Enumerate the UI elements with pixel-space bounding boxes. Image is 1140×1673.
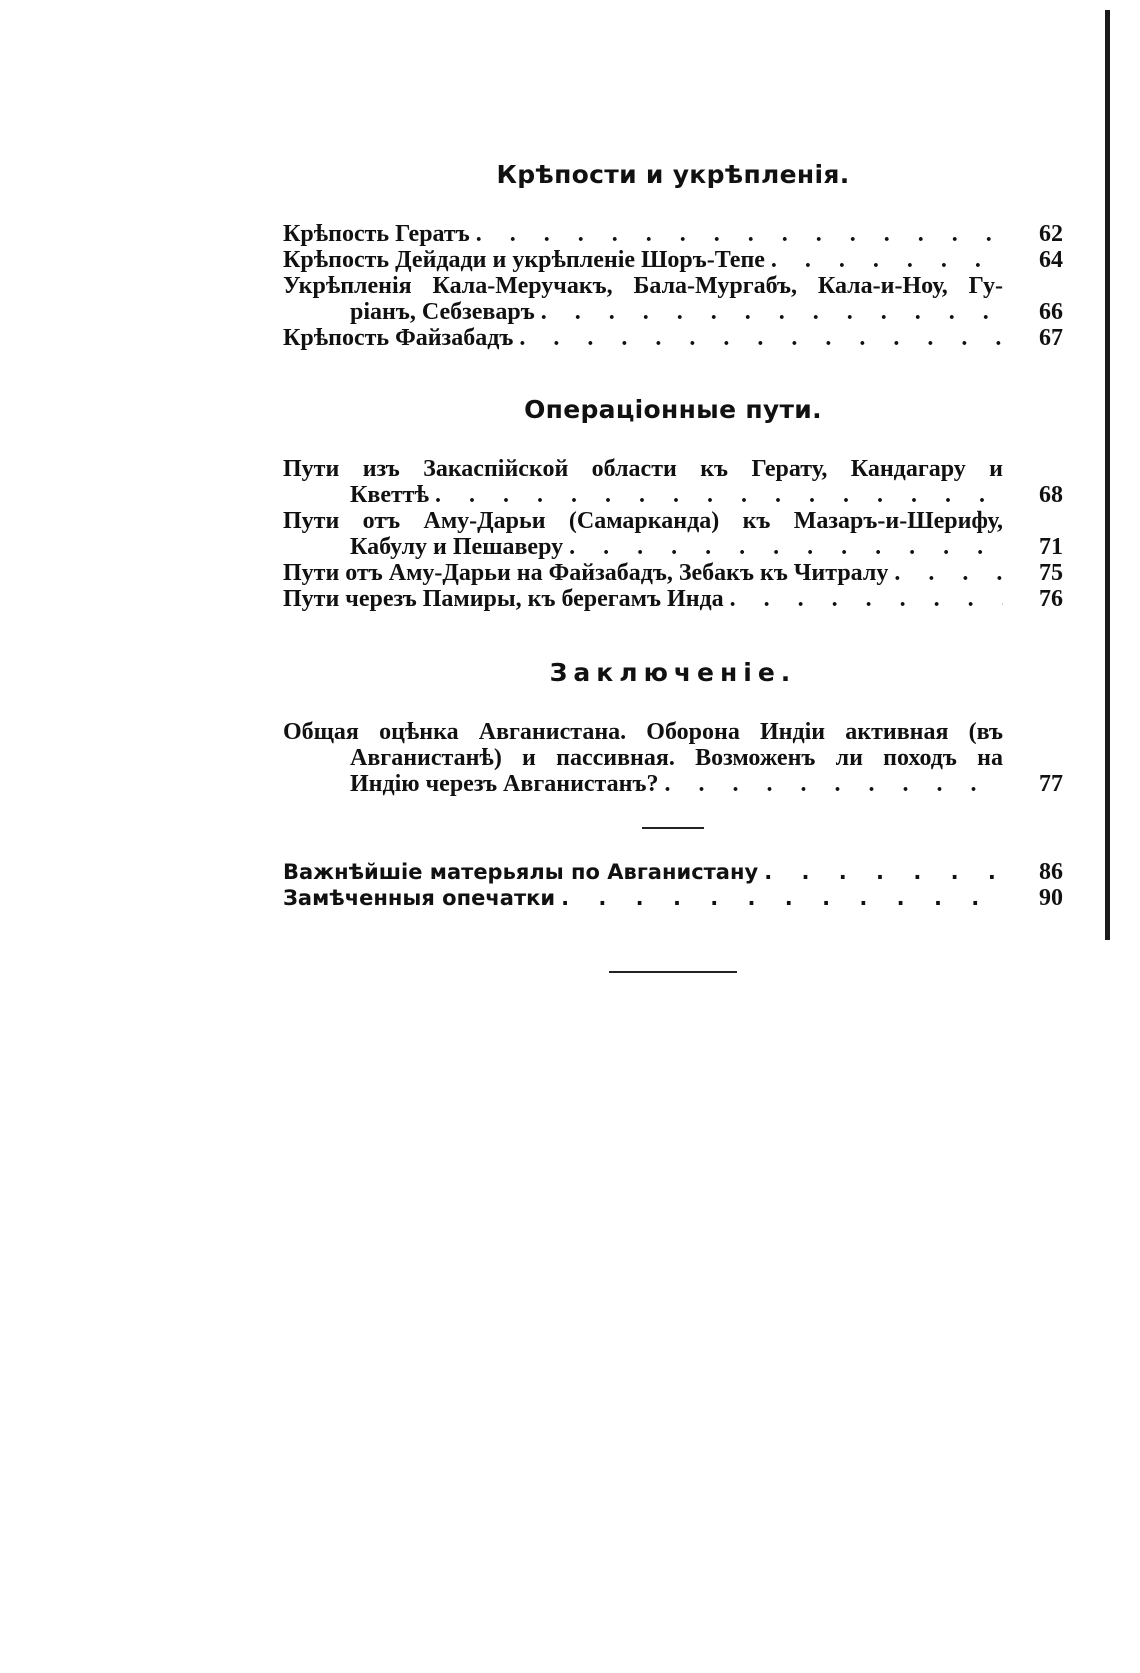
dot-leader	[894, 560, 1003, 586]
page-number: 90	[1039, 885, 1063, 911]
entry-title: Крѣпость Гератъ	[283, 221, 470, 247]
entry-title: Важнѣйшіе матерьялы по Авганистану	[283, 860, 759, 884]
toc-entry[interactable]	[283, 586, 1063, 612]
entry-title: Замѣченныя опечатки	[283, 886, 556, 910]
toc-entry[interactable]	[283, 456, 1063, 508]
page-edge	[1105, 10, 1110, 940]
entry-title-line: Пути изъ Закаспійской области къ Герату, Кандагару и	[283, 456, 1003, 482]
entry-title-line: Общая оцѣнка Авганистана. Оборона Индіи активная (въ	[283, 719, 1003, 745]
entry-title: Крѣпость Дейдади и укрѣпленіе Шоръ-Тепе	[283, 247, 765, 273]
page-number: 86	[1039, 859, 1063, 885]
section-divider	[642, 827, 704, 829]
dot-leader	[476, 221, 1003, 247]
entry-title-line: Авганистанѣ) и пассивная. Возможенъ ли походъ на	[350, 745, 1003, 771]
dot-leader	[730, 586, 1003, 612]
dot-leader	[764, 859, 1003, 885]
toc-section	[283, 160, 1063, 351]
entry-title: Крѣпость Файзабадъ	[283, 325, 514, 351]
toc-entry[interactable]	[283, 325, 1063, 351]
toc-entry[interactable]	[283, 719, 1063, 797]
toc-entry[interactable]	[283, 885, 1063, 911]
toc-section	[283, 395, 1063, 612]
section-heading: Заключеніе.	[549, 658, 797, 687]
entry-title: Пути черезъ Памиры, къ берегамъ Инда	[283, 586, 724, 612]
toc-entry[interactable]	[283, 273, 1063, 325]
dot-leader	[561, 885, 1003, 911]
toc-section	[283, 658, 1063, 797]
toc-entry[interactable]	[283, 221, 1063, 247]
toc-entry[interactable]	[283, 560, 1063, 586]
toc-entry[interactable]	[283, 247, 1063, 273]
entry-title-line: Кабулу и Пешаверу	[350, 534, 564, 560]
dot-leader	[541, 299, 1003, 325]
page-number: 62	[1039, 221, 1063, 247]
dot-leader	[664, 771, 1003, 797]
entry-title-line: ріанъ, Себзеваръ	[350, 299, 535, 325]
dot-leader	[519, 325, 1003, 351]
end-divider	[609, 971, 737, 973]
entry-title-line: Укрѣпленія Кала-Меручакъ, Бала-Мургабъ, Кала-и-Ноу, Гу-	[283, 273, 1003, 299]
page-number: 71	[1039, 534, 1063, 560]
page-number: 66	[1039, 299, 1063, 325]
table-of-contents	[283, 160, 1063, 973]
toc-entry[interactable]	[283, 859, 1063, 885]
entry-title-line: Кветтѣ	[350, 482, 429, 508]
entry-title-line: Индію черезъ Авганистанъ?	[350, 771, 659, 797]
page-number: 68	[1039, 482, 1063, 508]
page-number: 75	[1039, 560, 1063, 586]
section-heading: Операціонные пути.	[524, 395, 822, 424]
dot-leader	[771, 247, 1003, 273]
dot-leader	[569, 534, 1003, 560]
page-number: 67	[1039, 325, 1063, 351]
page-number: 76	[1039, 586, 1063, 612]
section-heading: Крѣпости и укрѣпленія.	[496, 160, 850, 189]
page-number: 77	[1039, 771, 1063, 797]
dot-leader	[435, 482, 1003, 508]
toc-entry[interactable]	[283, 508, 1063, 560]
entry-title: Пути отъ Аму-Дарьи на Файзабадъ, Зебакъ къ Читралу	[283, 560, 889, 586]
toc-appendix	[283, 859, 1063, 911]
entry-title-line: Пути отъ Аму-Дарьи (Самарканда) къ Мазаръ-и-Шерифу,	[283, 508, 1003, 534]
page-number: 64	[1039, 247, 1063, 273]
